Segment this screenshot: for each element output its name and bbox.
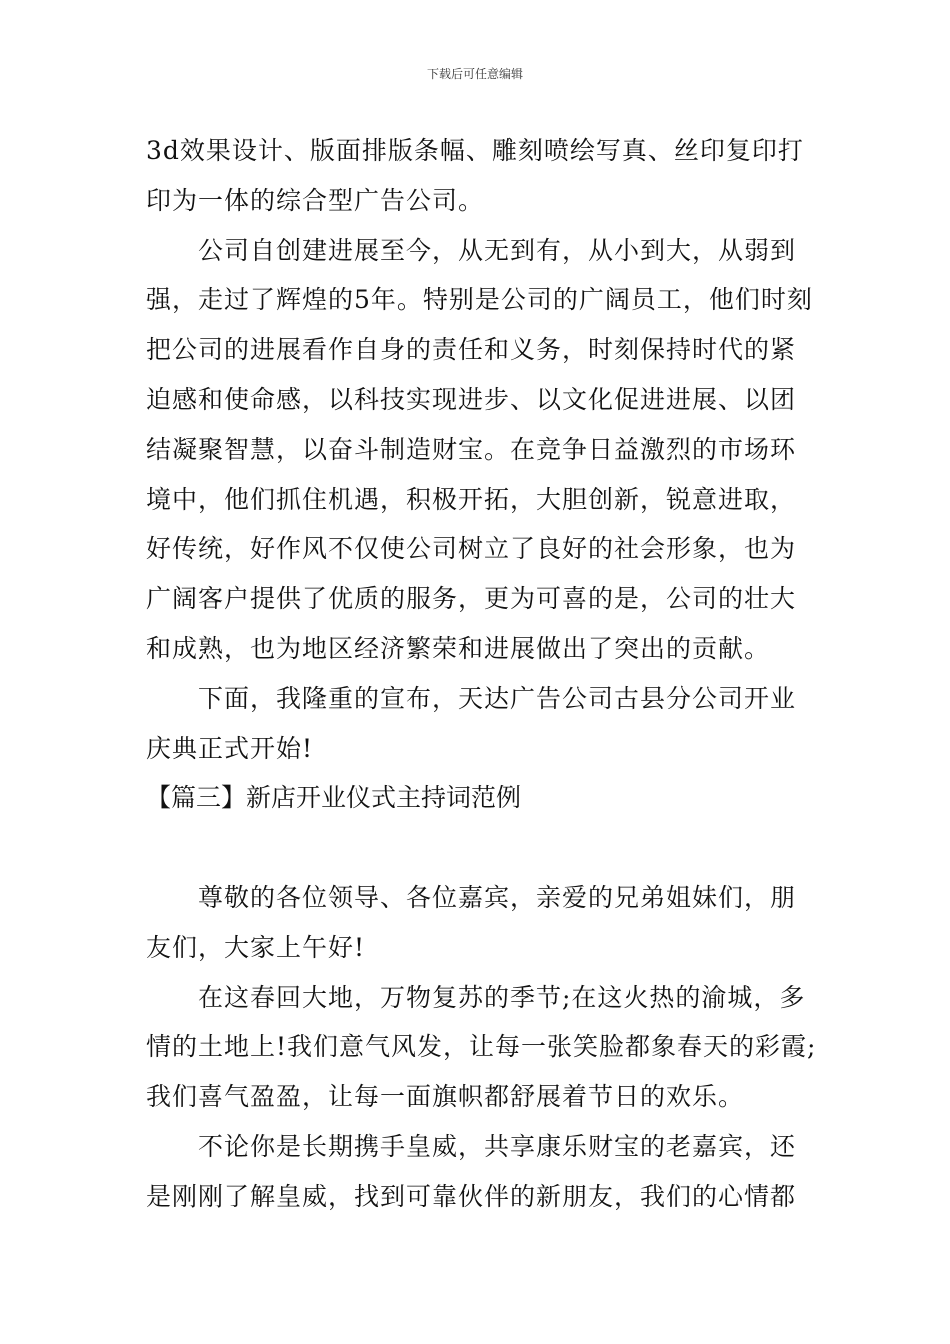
text-line: 迫感和使命感，以科技实现进步、以文化促进进展、以团	[146, 384, 797, 414]
text-line: 下面，我隆重的宣布，天达广告公司古县分公司开业	[146, 683, 797, 713]
document-body	[146, 126, 817, 1222]
section-heading: 【篇三】新店开业仪式主持词范例	[146, 783, 522, 813]
text-line: 境中，他们抓住机遇，积极开拓，大胆创新，锐意进取，	[146, 484, 797, 514]
text-line: 庆典正式开始!	[146, 733, 314, 763]
text-line: 情的土地上!我们意气风发，让每一张笑脸都象春天的彩霞;	[146, 1032, 817, 1062]
text-line: 尊敬的各位领导、各位嘉宾，亲爱的兄弟姐妹们，朋	[146, 882, 797, 912]
text-line: 友们，大家上午好!	[146, 932, 366, 962]
text-line: 和成熟，也为地区经济繁荣和进展做出了突出的贡献。	[146, 633, 771, 663]
page-header: 下载后可任意编辑	[426, 67, 523, 81]
text-line: 广阔客户提供了优质的服务，更为可喜的是，公司的壮大	[146, 584, 797, 614]
text-line: 好传统，好作风不仅使公司树立了良好的社会形象，也为	[146, 534, 797, 564]
text-line: 是刚刚了解皇威，找到可靠伙伴的新朋友，我们的心情都	[146, 1181, 797, 1211]
text-line: 公司自创建进展至今，从无到有，从小到大，从弱到	[146, 235, 797, 265]
text-line: 结凝聚智慧，以奋斗制造财宝。在竞争日益激烈的市场环	[146, 434, 797, 464]
text-line: 3d效果设计、版面排版条幅、雕刻喷绘写真、丝印复印打	[146, 136, 804, 165]
blank-line	[146, 823, 806, 873]
text-line: 在这春回大地，万物复苏的季节;在这火热的渝城，多	[146, 982, 806, 1012]
text-line: 印为一体的综合型广告公司。	[146, 185, 485, 215]
text-line: 强，走过了辉煌的5年。特别是公司的广阔员工，他们时刻	[146, 285, 813, 315]
text-line: 不论你是长期携手皇威，共享康乐财宝的老嘉宾，还	[146, 1131, 797, 1161]
text-line: 我们喜气盈盈，让每一面旗帜都舒展着节日的欢乐。	[146, 1082, 745, 1112]
text-line: 把公司的进展看作自身的责任和义务，时刻保持时代的紧	[146, 335, 797, 365]
